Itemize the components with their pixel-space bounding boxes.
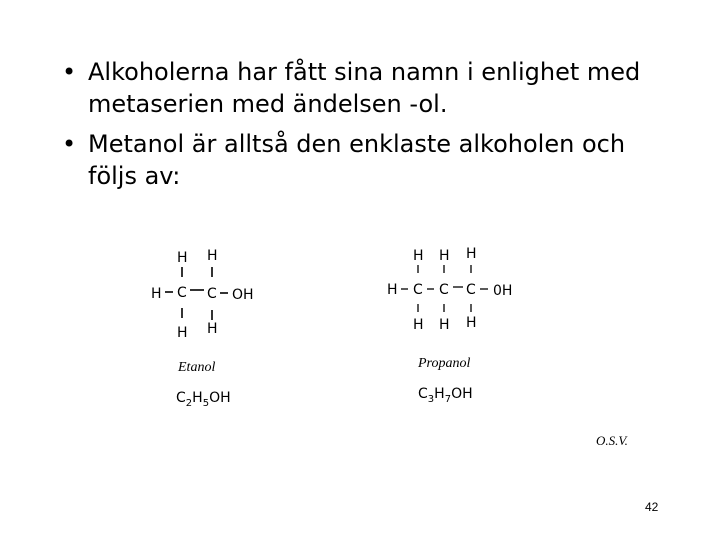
page-number: 42 — [645, 500, 659, 514]
bullet-dot: • — [62, 130, 77, 158]
atom-h: H — [413, 317, 424, 333]
atom-h: H — [439, 248, 450, 264]
atom-c: C — [177, 285, 187, 301]
atom-h: H — [466, 315, 477, 331]
atom-c: C — [207, 286, 217, 302]
bullet-text: Alkoholerna har fått sina namn i enlighet med metaserien med ändelsen -ol. — [88, 58, 641, 118]
atom-c: C — [439, 282, 449, 298]
bullet-list — [60, 56, 680, 200]
atom-h: H — [207, 321, 218, 337]
atom-h: H — [466, 246, 477, 262]
atom-oh: 0H — [493, 283, 513, 299]
atom-h: H — [151, 286, 162, 302]
atom-h: H — [387, 282, 398, 298]
bullet-item — [60, 56, 680, 120]
atom-oh: OH — [232, 287, 254, 303]
bullet-dot: • — [62, 58, 77, 86]
ethanol-structure — [140, 240, 270, 345]
initials-text: O.S.V. — [596, 433, 628, 448]
propanol-name: Propanol — [418, 356, 471, 371]
ethanol-name: Etanol — [178, 360, 216, 375]
propanol-structure-diagram — [380, 240, 530, 335]
atom-h: H — [439, 317, 450, 333]
atom-h: H — [177, 325, 188, 341]
propanol-structure — [380, 240, 530, 335]
atom-c: C — [466, 282, 476, 298]
bullet-item — [60, 128, 680, 192]
atom-h: H — [207, 248, 218, 264]
propanol-formula: $C_3H_7OH$ — [418, 386, 473, 405]
atom-h: H — [413, 248, 424, 264]
ethanol-formula: $C_2H_5OH$ — [176, 390, 231, 409]
bullet-text: Metanol är alltså den enklaste alkoholen och följs av: — [88, 130, 626, 190]
atom-c: C — [413, 282, 423, 298]
atom-h: H — [177, 250, 188, 266]
ethanol-structure-diagram — [140, 240, 270, 345]
